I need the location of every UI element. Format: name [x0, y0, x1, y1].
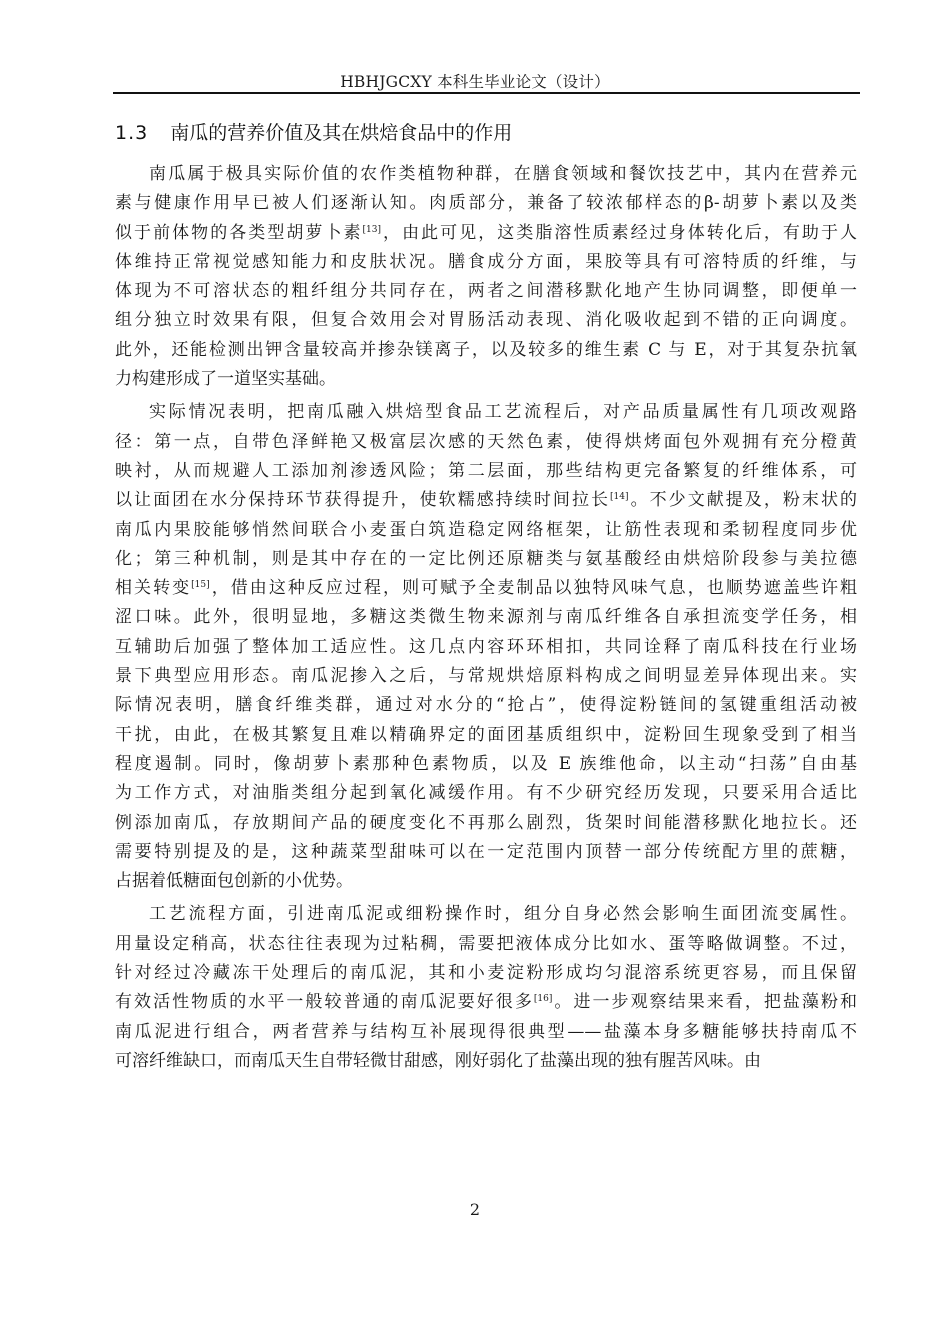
text-line: 例添加南瓜，存放期间产品的硬度变化不再那么剧烈，货架时间能潜移默化地拉长。还	[115, 812, 857, 833]
running-header: HBHJGCXY 本科生毕业论文（设计）	[340, 73, 610, 91]
header-rule	[113, 92, 860, 94]
text-line: 有效活性物质的水平一般较普通的南瓜泥要好很多[16]。进一步观察结果来看，把盐藻粉和	[115, 992, 857, 1013]
text-line: 南瓜内果胶能够悄然间联合小麦蛋白筑造稳定网络框架，让筋性表现和柔韧程度同步优	[115, 519, 857, 540]
text-line: 工艺流程方面，引进南瓜泥或细粉操作时，组分自身必然会影响生面团流变属性。	[149, 904, 857, 925]
paragraph	[115, 900, 857, 1076]
text-line: 组分独立时效果有限，但复合效用会对胃肠活动表现、消化吸收起到不错的正向调度。	[115, 310, 857, 331]
text-line: 可溶纤维缺口，而南瓜天生自带轻微甘甜感，刚好弱化了盐藻出现的独有腥苦风味。由	[115, 1050, 761, 1071]
text-line: 化；第三种机制，则是其中存在的一定比例还原糖类与氨基酸经由烘焙阶段参与美拉德	[115, 548, 857, 569]
text-line: 径：第一点，自带色泽鲜艳又极富层次感的天然色素，使得烘烤面包外观拥有充分橙黄	[115, 431, 857, 452]
citation-marker: [15]	[191, 580, 210, 591]
text-line: 南瓜属于极具实际价值的农作类植物种群，在膳食领域和餐饮技艺中，其内在营养元	[149, 164, 857, 184]
text-line: 体现为不可溶状态的粗纤组分共同存在，两者之间潜移默化地产生协同调整，即便单一	[115, 281, 857, 302]
text-line: 体维持正常视觉感知能力和皮肤状况。膳食成分方面，果胶等具有可溶特质的纤维，与	[115, 251, 857, 272]
text-line: 用量设定稍高，状态往往表现为过粘稠，需要把液体成分比如水、蛋等略做调整。不过，	[115, 933, 857, 954]
text-line: 景下典型应用形态。南瓜泥掺入之后，与常规烘焙原料构成之间明显差异体现出来。实	[115, 666, 857, 687]
text-line: 程度遏制。同时，像胡萝卜素那种色素物质，以及 E 族维他命，以主动“扫荡”自由基	[115, 753, 857, 774]
text-line: 南瓜泥进行组合，两者营养与结构互补展现得很典型——盐藻本身多糖能够扶持南瓜不	[115, 1021, 857, 1042]
body-text	[115, 160, 857, 1076]
paragraph	[115, 160, 857, 394]
text-line: 此外，还能检测出钾含量较高并掺杂镁离子，以及较多的维生素 C 与 E，对于其复杂抗氧	[115, 339, 857, 360]
text-line: 为工作方式，对油脂类组分起到氧化减缓作用。有不少研究经历发现，只要采用合适比	[115, 783, 857, 804]
citation-marker: [13]	[362, 224, 382, 235]
text-line: 似于前体物的各类型胡萝卜素[13]，由此可见，这类脂溶性质素经过身体转化后，有助于人	[115, 222, 857, 243]
text-line: 涩口味。此外，很明显地，多糖这类微生物来源剂与南瓜纤维各自承担流变学任务，相	[115, 607, 857, 628]
text-line: 需要特别提及的是，这种蔬菜型甜味可以在一定范围内顶替一部分传统配方里的蔗糖，	[115, 841, 857, 862]
text-line: 相关转变[15]，借由这种反应过程，则可赋予全麦制品以独特风味气息，也顺势遮盖些许粗	[115, 578, 857, 599]
text-line: 干扰，由此，在极其繁复且难以精确界定的面团基质组织中，淀粉回生现象受到了相当	[115, 724, 857, 745]
text-line: 实际情况表明，把南瓜融入烘焙型食品工艺流程后，对产品质量属性有几项改观路	[149, 402, 857, 423]
text-line: 际情况表明，膳食纤维类群，通过对水分的“抢占”，使得淀粉链间的氢键重组活动被	[115, 695, 857, 716]
section-number: 1.3	[115, 122, 149, 144]
paragraph	[115, 398, 857, 896]
citation-marker: [16]	[533, 994, 553, 1005]
text-line: 互辅助后加强了整体加工适应性。这几点内容环环相扣，共同诠释了南瓜科技在行业场	[115, 636, 857, 657]
text-line: 针对经过冷藏冻干处理后的南瓜泥，其和小麦淀粉形成均匀混溶系统更容易，而且保留	[115, 963, 857, 984]
text-line: 力构建形成了一道坚实基础。	[115, 369, 336, 390]
citation-marker: [14]	[610, 492, 629, 503]
text-line: 占据着低糖面包创新的小优势。	[115, 871, 353, 892]
text-line: 以让面团在水分保持环节获得提升，使软糯感持续时间拉长[14]。不少文献提及，粉末状的	[115, 490, 857, 511]
section-title: 南瓜的营养价值及其在烘焙食品中的作用	[170, 122, 513, 144]
section-heading	[115, 118, 512, 145]
text-line: 映衬，从而规避人工添加剂渗透风险；第二层面，那些结构更完备繁复的纤维体系，可	[115, 460, 857, 481]
page-number: 2	[469, 1200, 481, 1219]
text-line: 素与健康作用早已被人们逐渐认知。肉质部分，兼备了较浓郁样态的β-胡萝卜素以及类	[115, 193, 857, 214]
